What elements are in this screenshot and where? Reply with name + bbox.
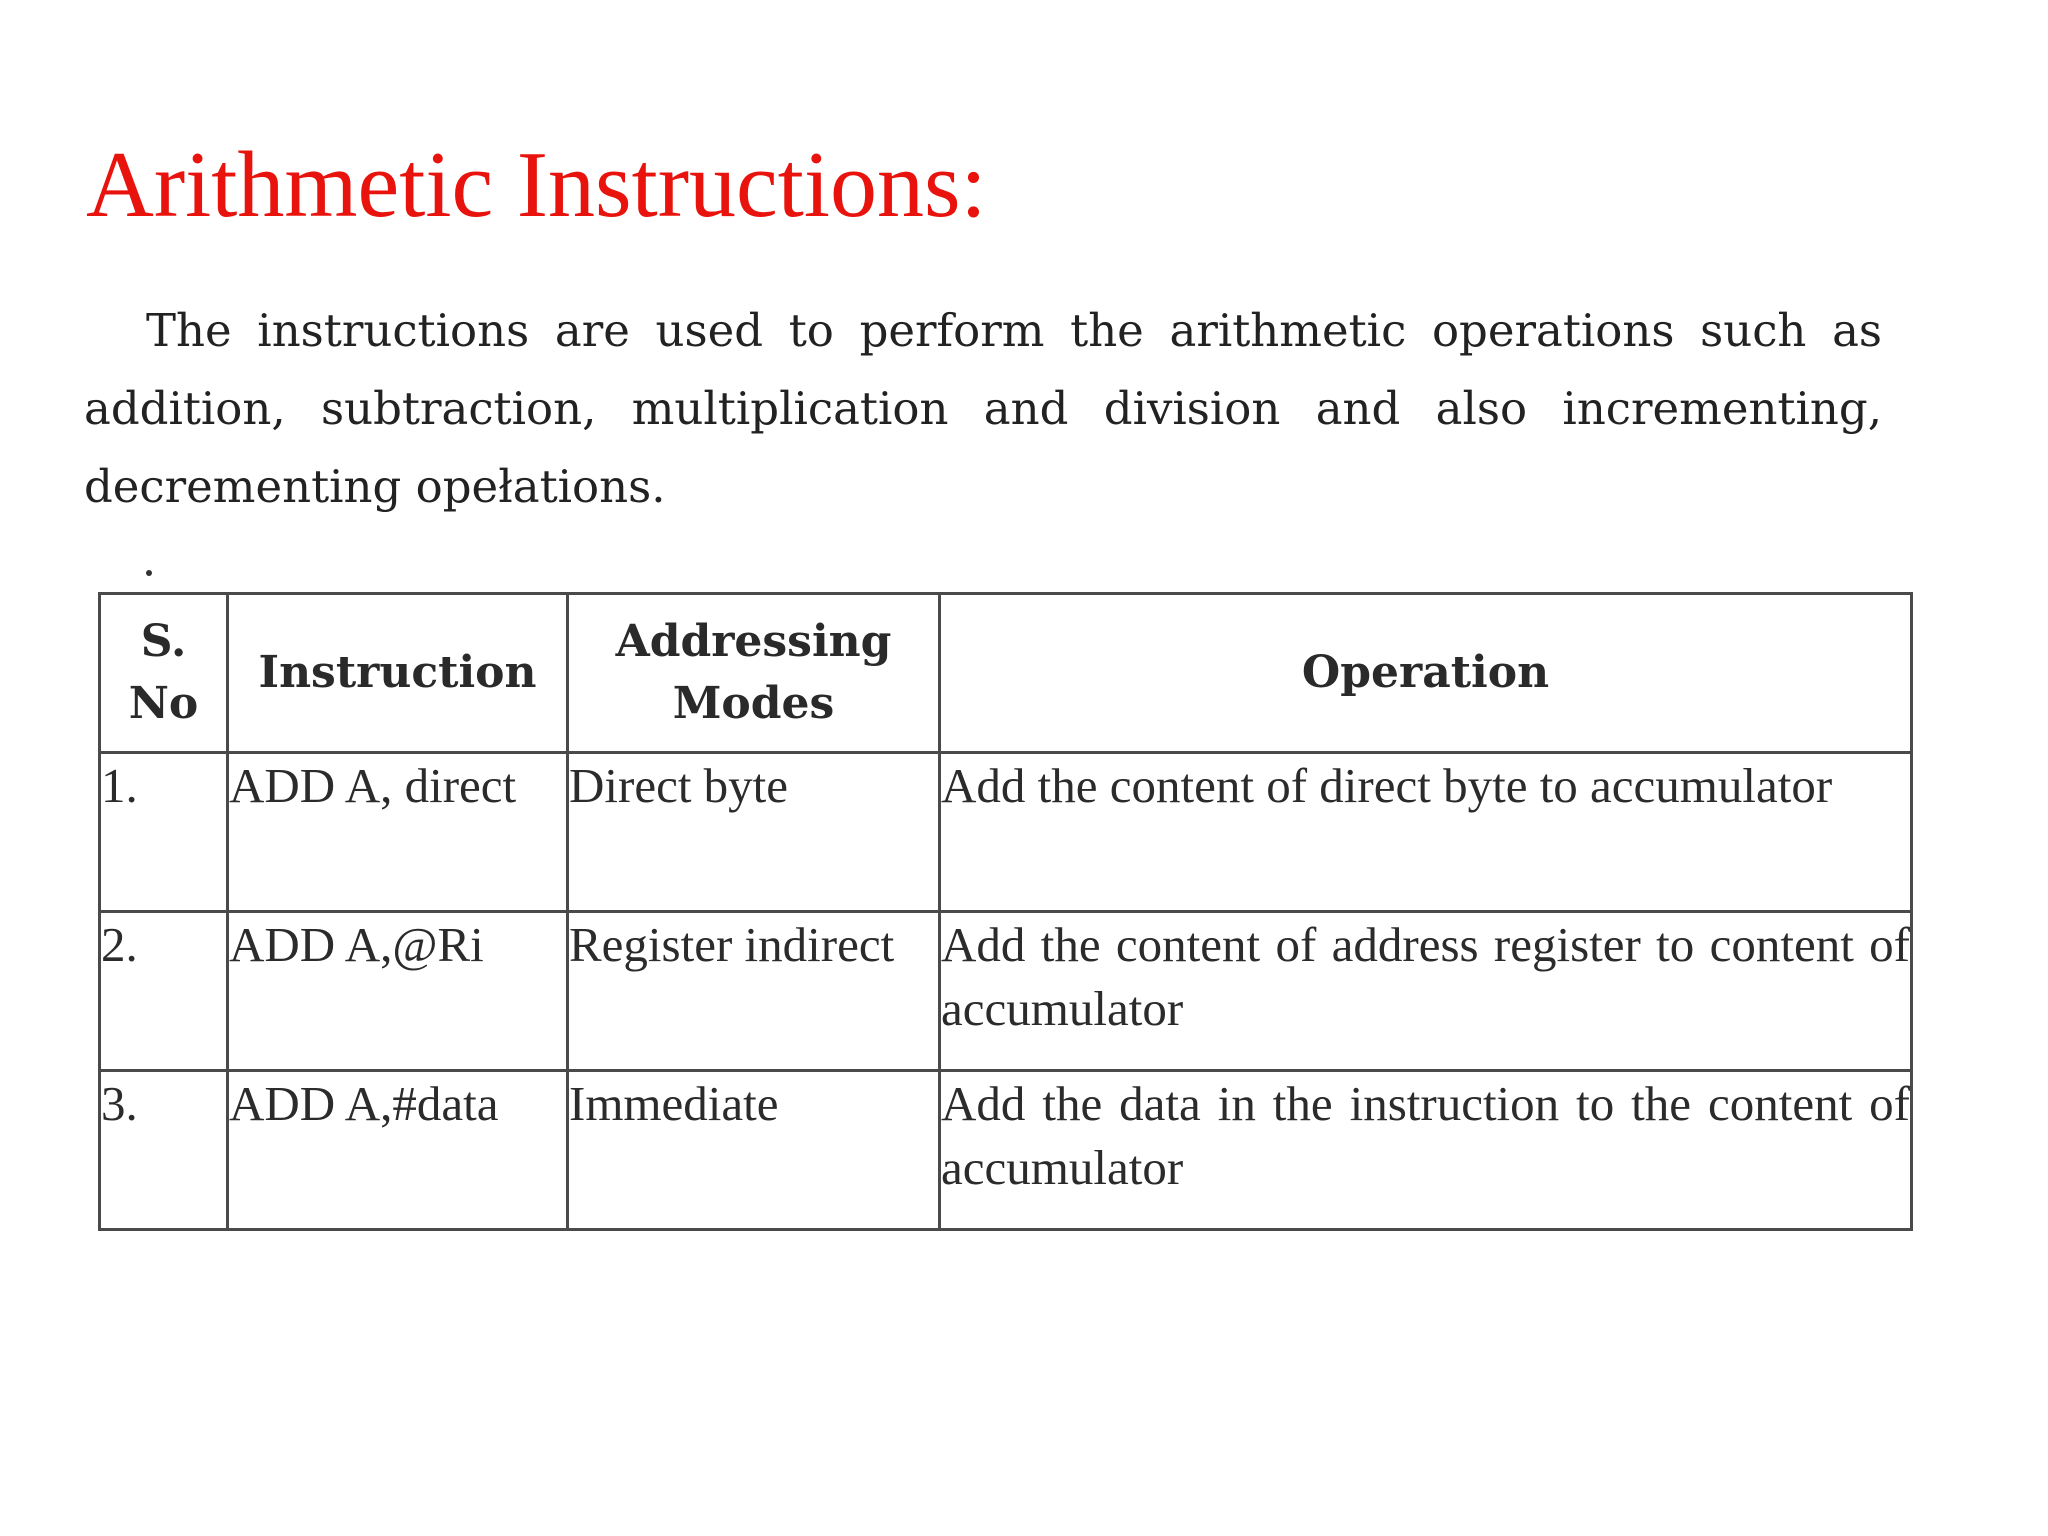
header-sno: S. No [100, 594, 228, 753]
table-row [100, 912, 1912, 1071]
header-operation: Operation [940, 594, 1912, 753]
table-row [100, 1071, 1912, 1230]
table-row [100, 753, 1912, 912]
cell-operation: Add the content of address register to content of accumulator [940, 912, 1912, 1071]
cell-operation: Add the data in the instruction to the content of accumulator [940, 1071, 1912, 1230]
stray-dot [146, 570, 152, 576]
cell-addressing-mode: Direct byte [568, 753, 940, 912]
intro-paragraph: The instructions are used to perform the arithmetic operations such as addition, subtraction, multiplication and division and also incrementing, decrementing opełations. [84, 304, 1882, 513]
header-instruction: Instruction [228, 594, 568, 753]
cell-operation: Add the content of direct byte to accumulator [940, 753, 1912, 912]
arithmetic-instructions-table [98, 592, 1913, 1231]
cell-sno: 3. [100, 1071, 228, 1230]
table-header-row [100, 594, 1912, 753]
cell-instruction: ADD A,@Ri [228, 912, 568, 1071]
header-addressing-modes: Addressing Modes [568, 594, 940, 753]
cell-addressing-mode: Immediate [568, 1071, 940, 1230]
cell-instruction: ADD A, direct [228, 753, 568, 912]
slide-title: Arithmetic Instructions: [86, 133, 987, 237]
cell-sno: 1. [100, 753, 228, 912]
cell-addressing-mode: Register indirect [568, 912, 940, 1071]
cell-instruction: ADD A,#data [228, 1071, 568, 1230]
cell-sno: 2. [100, 912, 228, 1071]
